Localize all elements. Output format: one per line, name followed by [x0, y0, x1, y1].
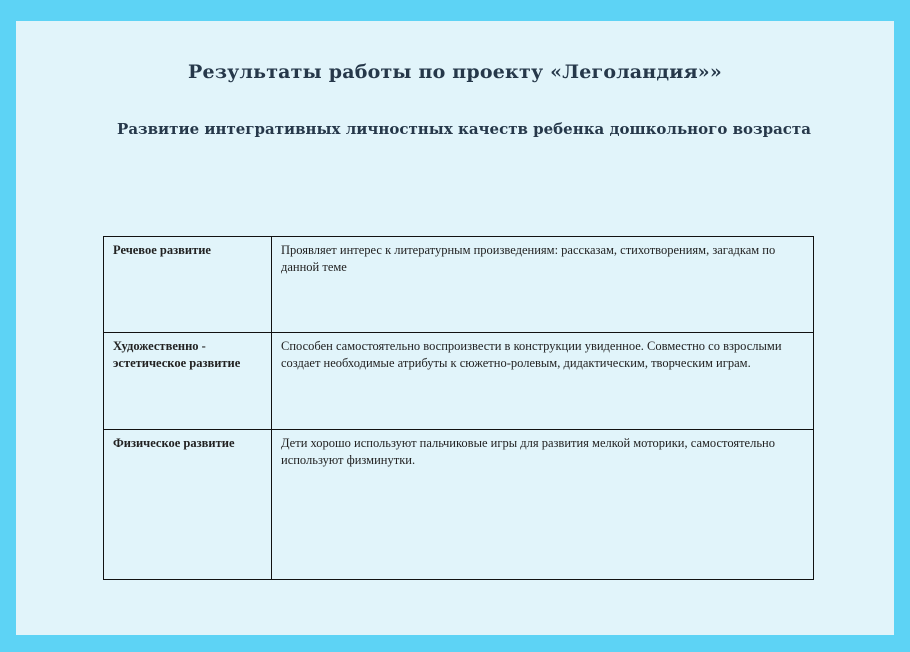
description-cell: Дети хорошо используют пальчиковые игры для развития мелкой моторики, самостоятельно используют физминутки. [272, 430, 814, 580]
development-area-cell: Физическое развитие [104, 430, 272, 580]
table-row [104, 333, 814, 430]
slide-frame [16, 21, 894, 635]
page-subtitle: Развитие интегративных личностных качеств ребенка дошкольного возраста [117, 120, 811, 138]
description-cell: Проявляет интерес к литературным произведениям: рассказам, стихотворениям, загадкам по данной теме [272, 237, 814, 333]
table-row [104, 430, 814, 580]
development-area-cell: Речевое развитие [104, 237, 272, 333]
table-row [104, 237, 814, 333]
page-title: Результаты работы по проекту «Леголандия»» [188, 61, 722, 83]
results-table [103, 236, 814, 580]
development-area-cell: Художественно - эстетическое развитие [104, 333, 272, 430]
description-cell: Способен самостоятельно воспроизвести в конструкции увиденное. Совместно со взрослыми создает необходимые атрибуты к сюжетно-ролевым, дидактическим, творческим играм. [272, 333, 814, 430]
